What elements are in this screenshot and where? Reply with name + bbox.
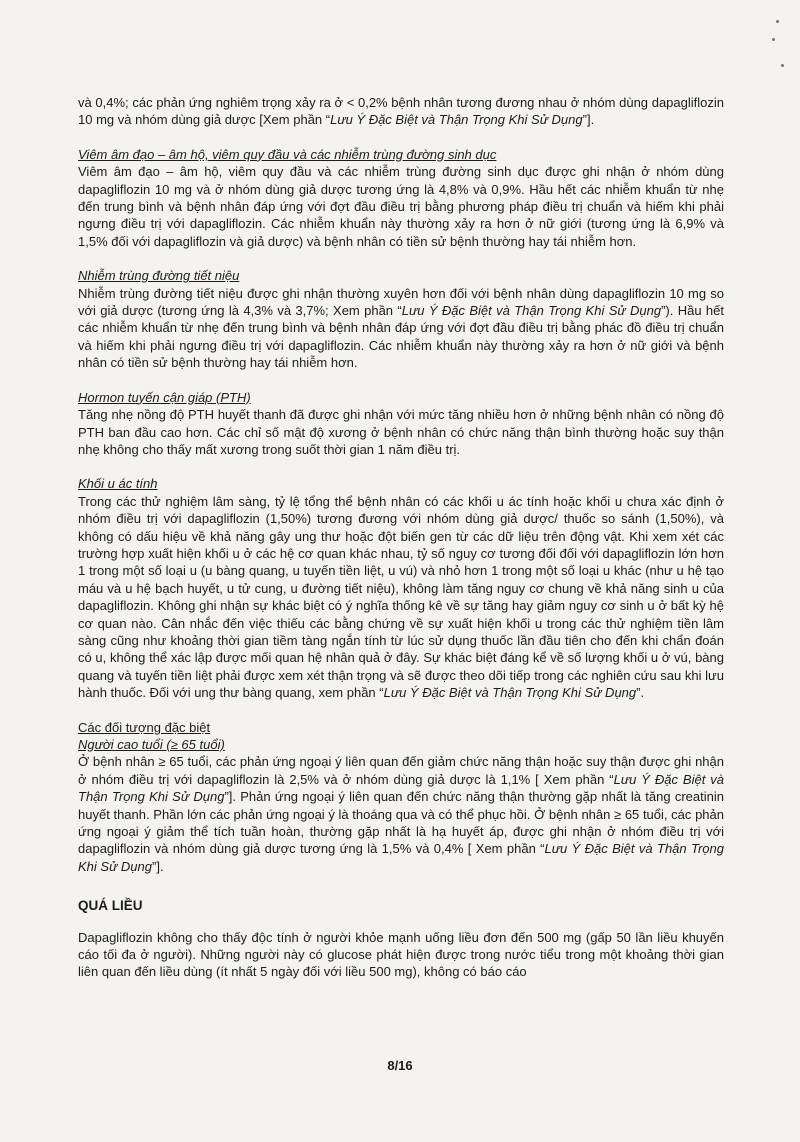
text: và 0,4%; các phản ứng nghiêm trọng xảy ra ở < 0,2% bệnh nhân tương đương nhau ở nhóm dùng dapagliflozin 10 mg và nhóm dùng giả dược [Xem phần “ xyxy=(78,95,724,128)
text: ”]. xyxy=(152,858,164,874)
section-pth xyxy=(78,389,724,459)
section-title: Nhiễm trùng đường tiết niệu xyxy=(78,268,240,284)
section-title: Khối u ác tính xyxy=(78,476,158,492)
scan-speck xyxy=(781,64,784,67)
cross-reference: Lưu Ý Đặc Biệt và Thận Trọng Khi Sử Dụng xyxy=(330,112,583,128)
scan-speck xyxy=(772,38,775,41)
text: Trong các thử nghiệm lâm sàng, tỷ lệ tổng thể bệnh nhân có các khối u ác tính hoặc khối u chưa xác định ở nhóm điều trị với dapagliflozin (1,50%) tương đương với nhóm dùng giả dược/ thuốc so sánh (1,50%), và không có dấu hiệu về khả năng gây ung thư hoặc đột biến gen từ các dữ liệu trên động vật. Khi xem xét các trường hợp xuất hiện khối u ở các hệ cơ quan khác nhau, tỷ số nguy cơ tương đối đối với dapagliflozin lớn hơn 1 trong một số loại u (u bàng quang, u tuyến tiền liệt, u vú) và nhỏ hơn 1 trong một số loại u khác (như u hệ tạo máu và u hệ bạch huyết, u tử cung, u đường tiết niệu), không làm tăng nguy cơ chung về khả năng sinh u của dapagliflozin. Không ghi nhận sự khác biệt có ý nghĩa thống kê về sự tăng hay giảm nguy cơ sinh u ở bất kỳ hệ cơ quan nào. Cân nhắc đến việc thiếu các bằng chứng về sự xuất hiện khối u trong các thử nghiệm tiền lâm sàng cũng như khoảng thời gian tiềm tàng ngắn tính từ lúc sử dụng thuốc lần đầu tiên cho đến khi chẩn đoán có u, không thể xác lập được mối quan hệ nhân quả ở đây. Sự khác biệt đáng kể về số lượng khối u ở vú, bàng quang và tuyến tiền liệt phải được xem xét thận trọng và sẽ được theo dõi tiếp trong các nghiên cứu sau khi lưu hành thuốc. Đối với ung thư bàng quang, xem phần “ xyxy=(78,493,724,701)
text: ”]. Phản ứng ngoại ý liên quan đến chức năng thận thường gặp nhất là tăng creatinin huyết thanh. Phần lớn các phản ứng ngoại ý là thoáng qua và có thể phục hồi. Ở bệnh nhân ≥ 65 tuổi, các phản ứng ngoại ý giảm thể tích tuần hoàn, thường gặp nhất là hạ huyết áp, được ghi nhận ở nhóm điều trị với dapagliflozin và nhóm dùng giả dược tương ứng là 1,5% và 0,4% [ Xem phần “ xyxy=(78,789,724,857)
section-special-populations xyxy=(78,719,724,876)
subsection-title: Người cao tuổi (≥ 65 tuổi) xyxy=(78,737,225,752)
section-title: Viêm âm đạo – âm hộ, viêm quy đầu và các nhiễm trùng đường sinh dục xyxy=(78,146,497,162)
cross-reference: Lưu Ý Đặc Biệt và Thận Trọng Khi Sử Dụng xyxy=(401,303,662,319)
section-uti xyxy=(78,267,724,371)
section-body xyxy=(78,753,724,875)
section-body xyxy=(78,493,724,702)
section-title: Hormon tuyến cận giáp (PTH) xyxy=(78,389,251,405)
cross-reference: Lưu Ý Đặc Biệt và Thận Trọng Khi Sử Dụng xyxy=(383,685,637,701)
section-body: Tăng nhẹ nồng độ PTH huyết thanh đã được ghi nhận với mức tăng nhiều hơn ở những bệnh nhân có nồng độ PTH ban đầu cao hơn. Các chỉ số mật độ xương ở bệnh nhân có chức năng thận bình thường hoặc suy thận nhẹ không cho thấy mất xương trong suốt thời gian 1 năm điều trị. xyxy=(78,407,724,457)
section-title: Các đối tượng đặc biệt xyxy=(78,719,211,735)
page-number: 8/16 xyxy=(387,1058,413,1073)
text: Nhiễm trùng đường tiết niệu được ghi nhận thường xuyên hơn đối với bệnh nhân dùng dapagliflozin 10 mg so với giả dược (tương ứng là 4,3% và 3,7%; Xem phần “ xyxy=(78,285,724,319)
overdose-body: Dapagliflozin không cho thấy độc tính ở người khỏe mạnh uống liều đơn đến 500 mg (gấp 50 lần liều khuyến cáo tối đa ở người). Những người này có glucose phát hiện được trong nước tiểu trong một khoảng thời gian liên quan đến liều dùng (ít nhất 5 ngày đối với liều 500 mg), không có báo cáo xyxy=(78,929,724,980)
text: ”). Hầu hết các nhiễm khuẩn từ nhẹ đến trung bình và bệnh nhân đáp ứng với đợt đầu điều trị bằng phác đồ điều trị chuẩn và hiếm khi phải ngưng điều trị với dapagliflozin. Các nhiễm khuẩn này thường xảy ra hơn ở nữ giới và bệnh nhân có tiền sử bệnh thường hay tái nhiễm hơn. xyxy=(78,303,725,371)
overdose-heading: QUÁ LIỀU xyxy=(78,898,143,914)
text: Ở bệnh nhân ≥ 65 tuổi, các phản ứng ngoại ý liên quan đến giảm chức năng thận hoặc suy thận được ghi nhận ở nhóm điều trị với dapagliflozin là 2,5% và ở nhóm dùng giả dược là 1,1% [ Xem phần “ xyxy=(78,754,724,787)
text: ”]. xyxy=(582,112,595,128)
section-body xyxy=(78,285,724,372)
section-malignancy xyxy=(78,475,724,701)
section-body: Viêm âm đạo – âm hộ, viêm quy đầu và các nhiễm trùng đường sinh dục được ghi nhận ở nhóm dùng dapagliflozin 10 mg và ở nhóm dùng giả dược tương ứng là 4,8% và 0,9%. Hầu hết các nhiễm khuẩn từ nhẹ đến trung bình và bệnh nhân đáp ứng với đợt đầu điều trị bằng phương pháp điều trị chuẩn và hiếm khi phải ngưng điều trị với dapagliflozin. Các nhiễm khuẩn này thường xảy ra hơn ở nữ giới (tương ứng là 6,9% và 1,5% đối với dapagliflozin và giả dược) và bệnh nhân có tiền sử bệnh thường hay tái nhiễm hơn. xyxy=(78,164,724,249)
paragraph-intro-continuation xyxy=(78,94,724,129)
cross-reference: Lưu Ý Đặc Biệt và Thận Trọng Khi Sử Dụng xyxy=(78,841,724,874)
document-page xyxy=(78,94,724,981)
scan-speck xyxy=(776,20,779,23)
cross-reference: Lưu Ý Đặc Biệt và Thận Trọng Khi Sử Dụng xyxy=(78,771,724,805)
text: ”. xyxy=(636,685,645,701)
section-genital-infections xyxy=(78,146,724,250)
